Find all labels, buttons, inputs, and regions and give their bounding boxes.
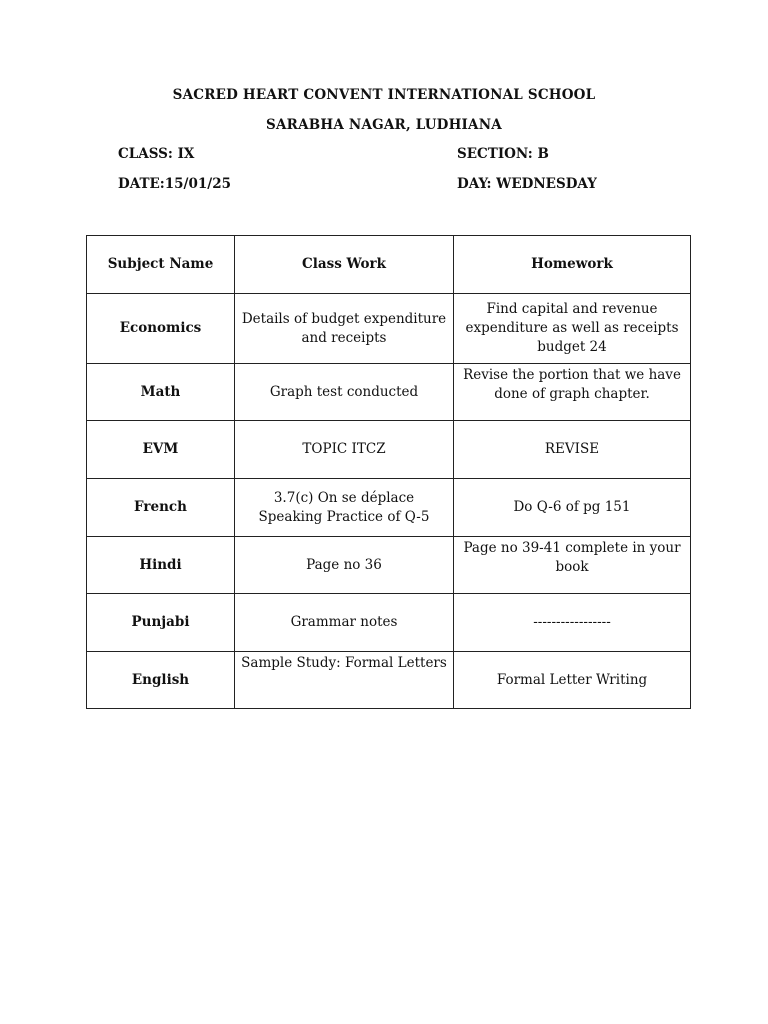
table-row xyxy=(87,594,691,652)
classwork-cell: Graph test conducted xyxy=(235,364,454,421)
date-label: DATE:15/01/25 xyxy=(118,176,231,192)
school-address: SARABHA NAGAR, LUDHIANA xyxy=(266,117,502,133)
homework-cell: REVISE xyxy=(454,421,691,479)
column-header-subject: Subject Name xyxy=(87,236,235,294)
table-row xyxy=(87,537,691,594)
classwork-cell: Page no 36 xyxy=(235,537,454,594)
table-row xyxy=(87,364,691,421)
homework-cell: Find capital and revenue expenditure as well as receipts budget 24 xyxy=(454,294,691,364)
subject-cell: French xyxy=(87,479,235,537)
homework-table xyxy=(86,235,691,709)
subject-cell: English xyxy=(87,652,235,709)
classwork-cell: Grammar notes xyxy=(235,594,454,652)
table-row xyxy=(87,652,691,709)
subject-cell: Hindi xyxy=(87,537,235,594)
homework-cell: ----------------- xyxy=(454,594,691,652)
table-row xyxy=(87,294,691,364)
homework-cell: Formal Letter Writing xyxy=(454,652,691,709)
classwork-cell: 3.7(c) On se déplace Speaking Practice of Q-5 xyxy=(235,479,454,537)
classwork-cell: Details of budget expenditure and receipts xyxy=(235,294,454,364)
classwork-cell: Sample Study: Formal Letters xyxy=(235,652,454,709)
class-label: CLASS: IX xyxy=(118,146,195,162)
column-header-classwork: Class Work xyxy=(235,236,454,294)
table-header-row xyxy=(87,236,691,294)
subject-cell: Math xyxy=(87,364,235,421)
homework-cell: Page no 39-41 complete in your book xyxy=(454,537,691,594)
section-label: SECTION: B xyxy=(457,146,549,162)
column-header-homework: Homework xyxy=(454,236,691,294)
subject-cell: EVM xyxy=(87,421,235,479)
day-label: DAY: WEDNESDAY xyxy=(457,176,597,192)
homework-cell: Do Q-6 of pg 151 xyxy=(454,479,691,537)
subject-cell: Punjabi xyxy=(87,594,235,652)
table-row xyxy=(87,421,691,479)
homework-cell: Revise the portion that we have done of graph chapter. xyxy=(454,364,691,421)
subject-cell: Economics xyxy=(87,294,235,364)
table-row xyxy=(87,479,691,537)
classwork-cell: TOPIC ITCZ xyxy=(235,421,454,479)
school-name: SACRED HEART CONVENT INTERNATIONAL SCHOOL xyxy=(172,87,596,103)
